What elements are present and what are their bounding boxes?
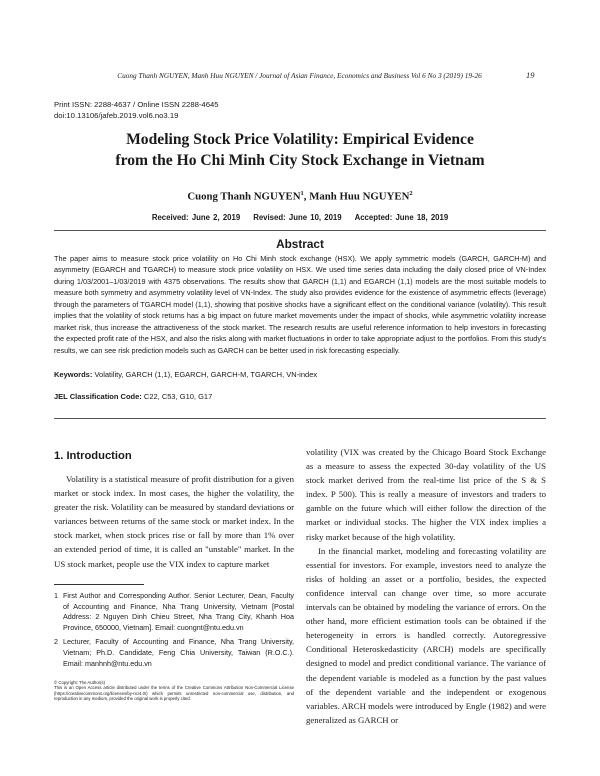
authors <box>54 190 546 203</box>
revised-date: Revised: June 10, 2019 <box>253 213 342 222</box>
page-number: 19 <box>526 70 535 80</box>
paper-title <box>54 129 546 171</box>
footnote-2-number: 2 <box>54 637 58 647</box>
footnote-2 <box>54 637 294 669</box>
author-separator: , <box>303 190 310 203</box>
title-line-2: from the Ho Chi Minh City Stock Exchange in Vietnam <box>115 152 485 169</box>
keywords-label: Keywords: <box>54 370 93 379</box>
divider-bottom <box>54 418 546 419</box>
footnote-1-text: First Author and Corresponding Author. Senior Lecturer, Dean, Faculty of Accounting and Finance, Nha Trang University, Vietnam [Postal Address: 2 Nguyen Dinh Chieu Street, Nha Trang City, Khanh Hoa Province, 650000, Vietnam]. Email: cuongnt@ntu.edu.vn <box>63 591 294 632</box>
intro-paragraph-2: In the financial market, modeling and forecasting volatility are essential for investors. For example, investors need to analyze the risks of holding an asset or a portfolio, besides, the expected confidence interval can change over time, so more accurate intervals can be obtained by modeling the variance of errors. On the other hand, more efficient estimation tools can be obtained if the heterogeneity in errors is handled correctly. Autoregressive Conditional Heteroskedasticity (ARCH) models are specifically designed to model and predict conditional variance. The variance of the dependent variable is modeled as a function by the past values of the dependent variable and the independent or exogenous variables. ARCH models were introduced by Engle (1982) and were generalized as GARCH or <box>306 545 546 725</box>
title-line-1: Modeling Stock Price Volatility: Empirical Evidence <box>126 131 474 148</box>
keywords-text: Volatility, GARCH (1,1), EGARCH, GARCH-M, TGARCH, VN-index <box>94 370 318 379</box>
footnote-2-text: Lecturer, Faculty of Accounting and Finance, Nha Trang University, Vietnam; Ph.D. Candidate, Feng Chia University, Taiwan (R.O.C.). Email: manhnh@ntu.edu.vn <box>63 637 294 668</box>
author-2: Manh Huu NGUYEN <box>309 190 410 203</box>
author-1: Cuong Thanh NGUYEN <box>187 190 301 203</box>
footnote-1-number: 1 <box>54 591 58 600</box>
jel-codes <box>54 392 546 401</box>
intro-paragraph-1-cont: volatility (VIX was created by the Chicago Board Stock Exchange as a measure to assess the expected 30-day volatility of the US stock market derived from the real-time list price of the S & S index. P 500). This is really a measure of investors and traders to gamble on the future which will either follow the direction of the market or individual stocks. The higher the VIX index implies a risky market because of the high volatility. <box>306 447 546 542</box>
license-text: This is an Open Access article distributed under the terms of the Creative Commons Attribution Non-Commercial License (https://creativecommons.org/licenses/by-nc/4.0/) which permits unrestricted non-commercial use, distribution, and reproduction in any medium, provided the original work is properly cited. <box>54 685 294 701</box>
jel-label: JEL Classification Code: <box>54 392 142 401</box>
section-heading-introduction: 1. Introduction <box>54 450 132 462</box>
abstract-heading: Abstract <box>276 237 324 251</box>
left-column <box>54 472 294 571</box>
author-2-affiliation: 2 <box>409 190 413 197</box>
abstract-body: The paper aims to measure stock price volatility on Ho Chi Minh stock exchange (HSX). We apply symmetric models (GARCH, GARCH-M) and asymmetry (EGARCH and TGARCH) to measure stock price volatility on HSX. We used time series data including the daily closed price of VN-Index during 1/03/2001–1/03/2019 with 4375 observations. The results show that GARCH (1,1) and EGARCH (1,1) models are the most suitable models to measure both symmetry and asymmetry volatility level of VN-Index. The study also provides evidence for the existence of asymmetric effects (leverage) through the parameters of TGARCH model (1,1), showing that positive shocks have a significant effect on the conditional variance (volatility). This result implies that the volatility of stock returns has a big impact on future market movements under the impact of shocks, while asymmetric volatility increase market risk, thus increase the attractiveness of the stock market. The research results are useful reference information to help investors in forecasting the expected profit rate of the HSX, and also the risks along with market fluctuations in order to take appropriate adjust to the portfolios. From this study's results, we can see risk prediction models such as GARCH can be better used in risk forecasting especially. <box>54 254 546 355</box>
issn-line: Print ISSN: 2288-4637 / Online ISSN 2288-4645 <box>54 100 219 109</box>
jel-text: C22, C53, G10, G17 <box>143 392 213 401</box>
submission-dates <box>54 213 546 222</box>
keywords <box>54 370 546 379</box>
footnote-divider <box>54 584 144 585</box>
author-1-affiliation: 1 <box>300 190 304 197</box>
doi-line[interactable]: doi:10.13106/jafeb.2019.vol6.no3.19 <box>54 111 179 120</box>
copyright-line: © Copyright: The Author(s) <box>54 680 106 685</box>
footnotes <box>54 591 294 673</box>
accepted-date: Accepted: June 18, 2019 <box>354 213 449 222</box>
running-header: Cuong Thanh NGUYEN, Manh Huu NGUYEN / Journal of Asian Finance, Economics and Business Vol 6 No 3 (2019) 19-26 <box>117 71 482 80</box>
license-note <box>54 680 294 701</box>
right-column <box>306 445 546 727</box>
issn-block <box>54 99 219 121</box>
footnote-1 <box>54 591 294 633</box>
intro-paragraph-1: Volatility is a statistical measure of profit distribution for a given market or stock index. In most cases, the higher the volatility, the greater the risk. Volatility can be measured by standard deviations or variances between returns of the same stock or market index. In the stock market, when stock prices rise or fall by more than 1% over an extended period of time, it is called an "unstable" market. In the US stock market, people use the VIX index to capture market <box>54 474 294 569</box>
divider-top <box>54 230 546 231</box>
received-date: Received: June 2, 2019 <box>151 213 241 222</box>
